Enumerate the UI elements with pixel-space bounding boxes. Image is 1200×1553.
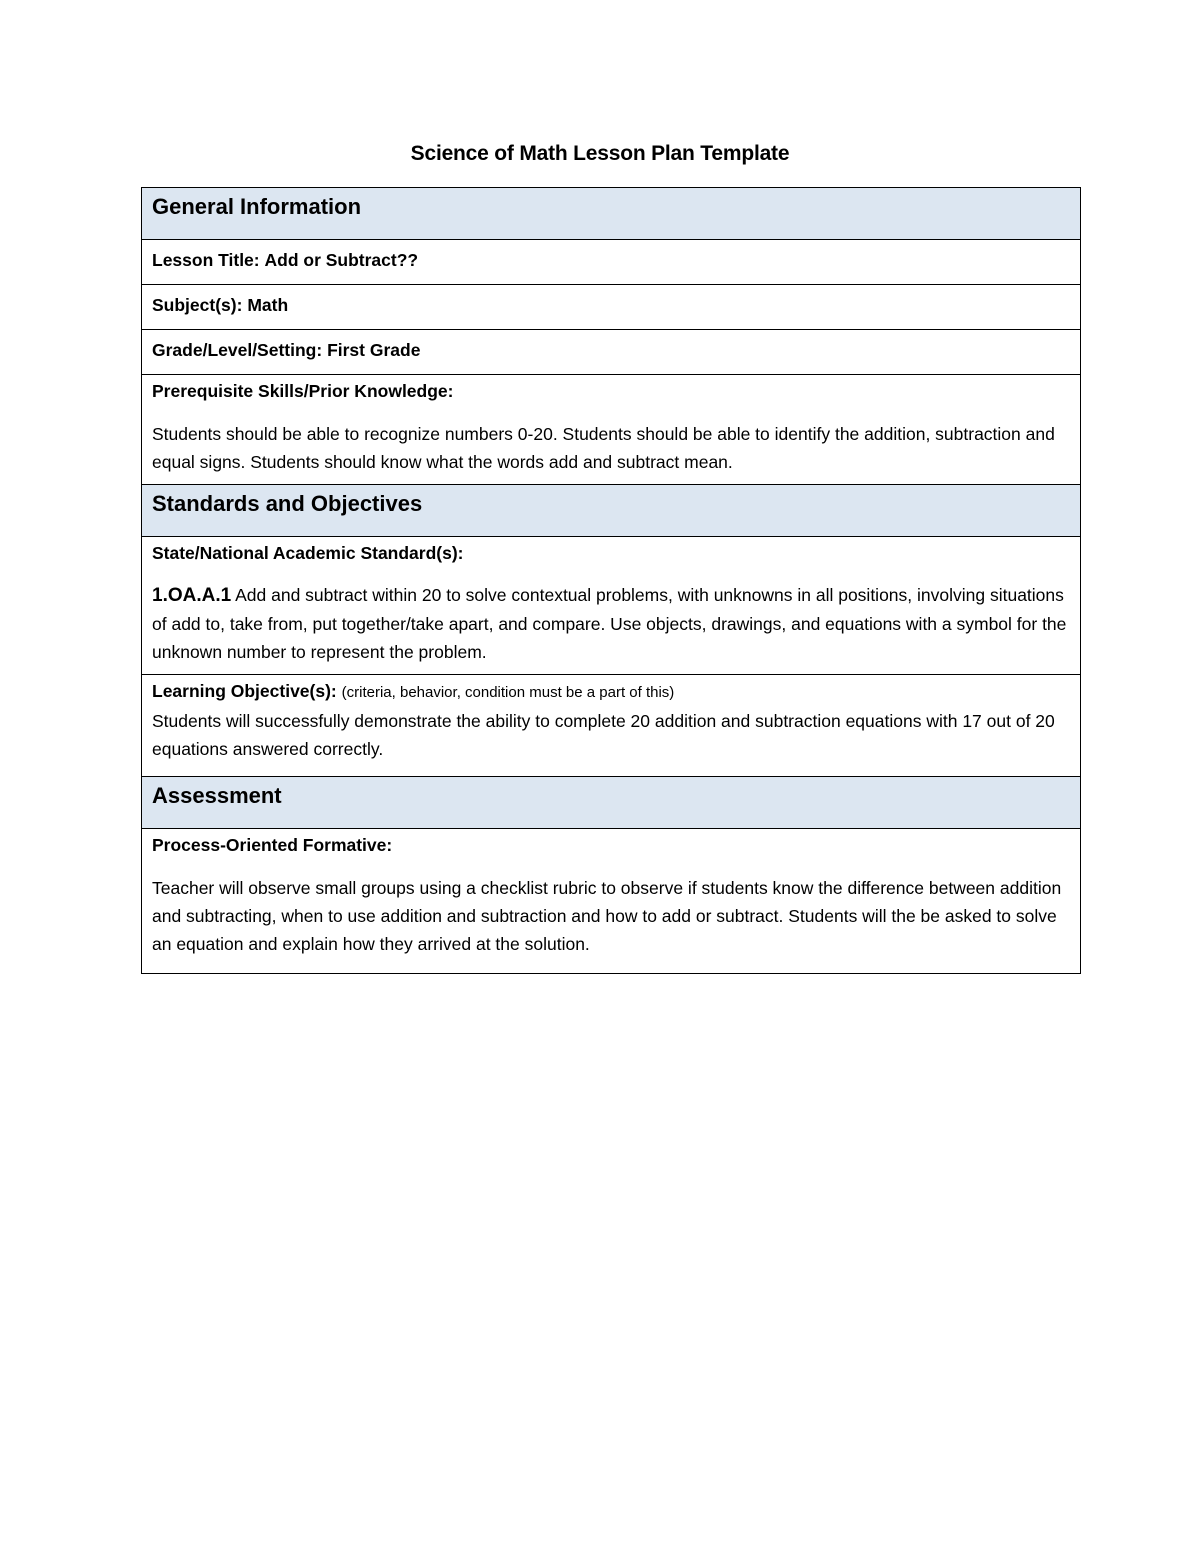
grade-label: Grade/Level/Setting: bbox=[152, 340, 323, 360]
lesson-plan-table bbox=[141, 187, 1081, 974]
subjects-label: Subject(s): bbox=[152, 295, 243, 315]
standards-row bbox=[142, 537, 1081, 675]
standard-label: State/National Academic Standard(s): bbox=[152, 543, 464, 563]
section-heading: Standards and Objectives bbox=[142, 485, 1081, 537]
learning-objective-row bbox=[142, 675, 1081, 777]
standard-text: Add and subtract within 20 to solve contextual problems, with unknowns in all positions, involving situations of add to, take from, put together/take apart, and compare. Use objects, drawings, and equations with a symbol for the unknown number to represent the problem. bbox=[152, 585, 1067, 662]
lesson-title-row bbox=[142, 240, 1081, 285]
lesson-title-label: Lesson Title: bbox=[152, 250, 260, 270]
objective-label: Learning Objective(s): bbox=[152, 681, 337, 701]
subjects-value: Math bbox=[247, 295, 289, 315]
section-standards-objectives bbox=[142, 485, 1081, 537]
lesson-title-value: Add or Subtract?? bbox=[264, 250, 419, 270]
formative-row bbox=[142, 829, 1081, 974]
document-title: Science of Math Lesson Plan Template bbox=[410, 142, 790, 165]
standard-code: 1.OA.A.1 bbox=[152, 585, 232, 606]
grade-value: First Grade bbox=[327, 340, 421, 360]
formative-label: Process-Oriented Formative: bbox=[152, 835, 393, 855]
subjects-row bbox=[142, 285, 1081, 330]
objective-note: (criteria, behavior, condition must be a part of this) bbox=[341, 684, 675, 701]
section-assessment bbox=[142, 777, 1081, 829]
section-heading: General Information bbox=[142, 188, 1081, 240]
prerequisite-text: Students should be able to recognize numbers 0-20. Students should be able to identify the addition, subtraction and equal signs. Students should know what the words add and subtract mean. bbox=[152, 424, 1055, 472]
section-general-information bbox=[142, 188, 1081, 240]
prerequisite-row bbox=[142, 375, 1081, 485]
grade-row bbox=[142, 330, 1081, 375]
section-heading: Assessment bbox=[142, 777, 1081, 829]
prerequisite-label: Prerequisite Skills/Prior Knowledge: bbox=[152, 381, 454, 401]
formative-text: Teacher will observe small groups using a checklist rubric to observe if students know the difference between addition and subtracting, when to use addition and subtraction and how to add or subtract. Students will the be asked to solve an equation and explain how they arrived at the solution. bbox=[152, 878, 1062, 954]
objective-text: Students will successfully demonstrate the ability to complete 20 addition and subtraction equations with 17 out of 20 equations answered correctly. bbox=[152, 711, 1055, 759]
